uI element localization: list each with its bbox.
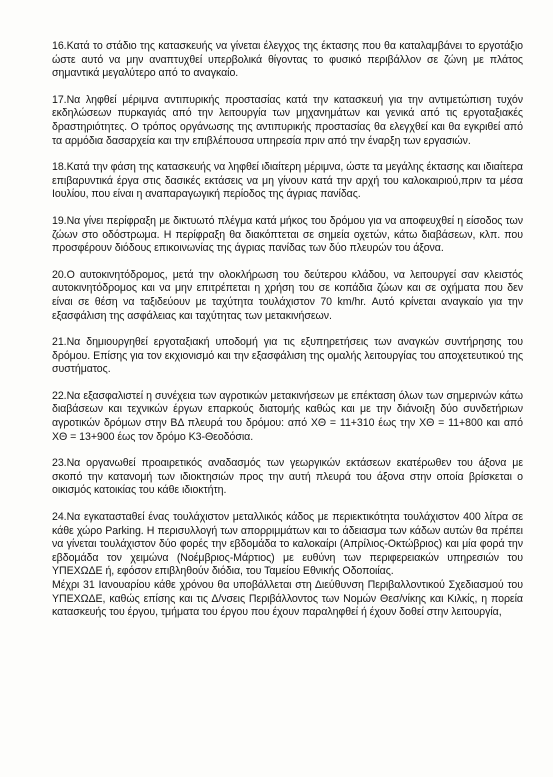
list-item-20 (52, 269, 523, 323)
list-item-19 (52, 215, 523, 256)
paragraph-22: 22.Να εξασφαλιστεί η συνέχεια των αγροτικών μετακινήσεων με επέκταση όλων των σημερινών κάτω διαβάσεων και τεχνικών έργων επαρκούς διατομής καθώς και με την διάνοιξη δύο συνδετήριων αγροτικών δρόμων στην ΒΔ πλευρά του δρόμου: από ΧΘ = 11+310 έως την ΧΘ = 11+800 και από ΧΘ = 13+900 έως τον δρόμο Κ3-Θεοδόσια. (52, 389, 523, 443)
paragraph-17: 17.Να ληφθεί μέριμνα αντιπυρικής προστασίας κατά την κατασκευή για την αντιμετώπιση τυχόν εκδηλώσεων πυρκαγιάς από την λειτουργία των μηχανημάτων και γενικά από τις εργοταξιακές δραστηριότητες. Ο τρόπος οργάνωσης της αντιπυρικής προστασίας θα ελεγχθεί και θα εγκριθεί από τα αρμόδια δασαρχεία και την επιβλέπουσα υπηρεσία πριν από την έναρξη των εργασιών. (52, 93, 523, 147)
paragraph-18: 18.Κατά την φάση της κατασκευής να ληφθεί ιδιαίτερη μέριμνα, ώστε τα μεγάλης έκτασης και ιδιαίτερα επιβαρυντικά έργα στις δασικές εκτάσεις να μη γίνουν κατά την αρχή του καλοκαιριού,πριν τα μέσα Ιουλίου, που είναι η αναπαραγωγική περίοδος της άγριας πανίδας. (52, 161, 523, 201)
list-item-16 (52, 40, 523, 81)
paragraph-23: 23.Να οργανωθεί προαιρετικός αναδασμός των γεωργικών εκτάσεων εκατέρωθεν του άξονα με σκοπό την κατανομή των ιδιοκτησιών προς την αυτή πλευρά του άξονα στην οποία βρίσκεται ο οικισμός κατοικίας του κάθε ιδιοκτήτη. (52, 457, 523, 497)
list-item-18 (52, 161, 523, 202)
list-item-21 (52, 336, 523, 377)
paragraph-24-continued: Μέχρι 31 Ιανουαρίου κάθε χρόνου θα υποβάλλεται στη Διεύθυνση Περιβαλλοντικού Σχεδιασμού του ΥΠΕΧΩΔΕ, καθώς επίσης και τις Δ/νσεις Περιβάλλοντος των Νομών Θεσ/νίκης και Κιλκίς, η πορεία κατασκευής του έργου, τμήματα του έργου που έχουν παραληφθεί ή έχουν δοθεί στην λειτουργία, (52, 579, 523, 619)
paragraph-21: 21.Να δημιουργηθεί εργοταξιακή υποδομή για τις εξυπηρετήσεις των αναγκών συντήρησης του δρόμου. Επίσης για τον εκχιονισμό και την εξασφάλιση της ομαλής λειτουργίας του αποχετευτικού της συστήματος. (52, 336, 523, 376)
paragraph-24: 24.Να εγκατασταθεί ένας τουλάχιστον μεταλλικός κάδος με περιεκτικότητα τουλάχιστον 400 λίτρα σε κάθε χώρο Parking. Η περισυλλογή των απορριμμάτων και το άδειασμα των κάδων αυτών θα πρέπει να γίνεται τουλάχιστον δύο φορές την εβδομάδα το καλοκαίρι (Απρίλιος-Οκτώβριος) και μία φορά την εβδομάδα τον χειμώνα (Νοέμβριος-Μάρτιος) με ευθύνη των περιφερειακών υπηρεσιών του ΥΠΕΧΩΔΕ ή, εφόσον επιβληθούν διόδια, του Ταμείου Εθνικής Οδοποιίας. (52, 511, 523, 578)
list-item-24 (52, 511, 523, 620)
paragraph-19: 19.Να γίνει περίφραξη με δικτυωτό πλέγμα κατά μήκος του δρόμου για να αποφευχθεί η είσοδος των ζώων στο οδόστρωμα. Η περίφραξη θα διακόπτεται σε σημεία οχετών, κάτω διαβάσεων, κλπ. που προσφέρουν διόδους επικοινωνίας της άγριας πανίδας των δύο πλευρών του άξονα. (52, 214, 523, 255)
list-item-17 (52, 94, 523, 148)
list-item-23 (52, 457, 523, 498)
paragraph-20: 20.Ο αυτοκινητόδρομος, μετά την ολοκλήρωση του δεύτερου κλάδου, να λειτουργεί σαν κλειστός αυτοκινητόδρομος και να μην επιτρέπεται η χρήση του σε κοπάδια ζώων και σε οχήματα που δεν είναι σε θέση να ταξιδεύουν με ταχύτητα τουλάχιστον 70 km/hr. Αυτό κρίνεται αναγκαίο για την εξασφάλιση της ασφάλειας και ταχύτητας των μετακινήσεων. (52, 268, 523, 322)
paragraph-16: 16.Κατά το στάδιο της κατασκευής να γίνεται έλεγχος της έκτασης που θα καταλαμβάνει το εργοτάξιο ώστε αυτό να μην αναπτυχθεί υπερβολικά θίγοντας το φυσικό περιβάλλον σε ζώνη με πλάτος σημαντικά μεγαλύτερο από το αναγκαίο. (52, 40, 523, 80)
list-item-22 (52, 390, 523, 444)
